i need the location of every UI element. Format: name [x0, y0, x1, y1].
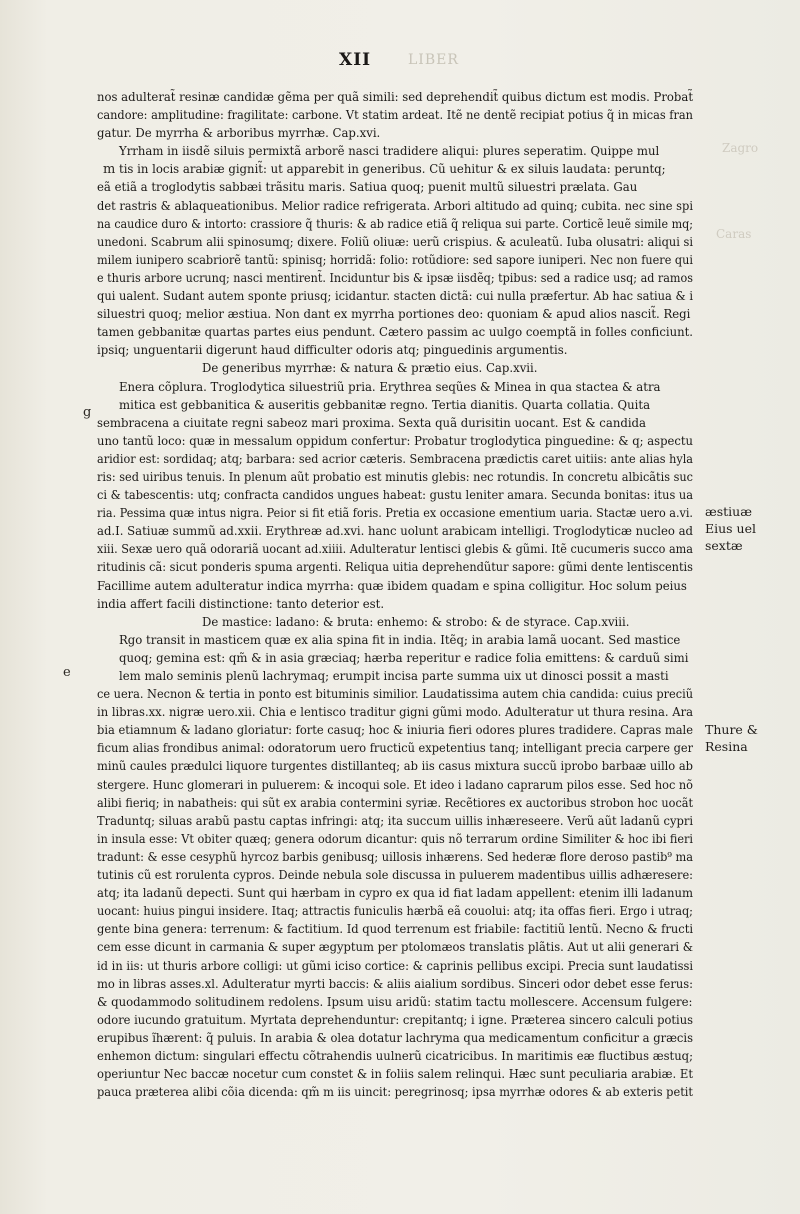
text-line: ce uera. Necnon & tertia in ponto est bituminis similior. Laudatissima autem chia candida: cuius preciũ	[97, 687, 693, 702]
text-line: odore iucundo gratuitum. Myrtata deprehenduntur: crepitantq; i igne. Præterea sincero calculi potius	[97, 1012, 693, 1027]
text-line: india affert facili distinctione: tanto deterior est.	[97, 596, 385, 611]
text-line: ci & tabescentis: utq; confracta candidos ungues habeat: gustu leniter amara. Secunda bonitas: itus ua	[97, 488, 693, 503]
text-line: Yrrham in iisdẽ siluis permixtã arborẽ nasci tradidere aliqui: plures seperatim. Quippe mul	[119, 144, 660, 159]
text-line: ria. Pessima quæ intus nigra. Peior si fit etiã foris. Pretia ex occasione ementium uaria. Stactæ uero a.vi.	[97, 506, 693, 521]
text-line: cem esse dicunt in carmania & super ægyptum per ptolomæos translatis plãtis. Aut ut alii generari &	[97, 940, 693, 955]
text-line: ipsiq; unguentarii digerunt haud difficulter odoris atq; pinguedinis argumentis.	[97, 343, 568, 358]
text-line: atq; ita ladanũ depecti. Sunt qui hærbam in cypro ex qua id fiat ladam appellent: etenim illi ladanum	[97, 886, 693, 901]
gutter-letter: m	[103, 162, 116, 177]
folio-number: XII	[339, 50, 372, 70]
text-line: Traduntq; siluas arabũ pastu captas infringi: atq; ita succum uillis inhæreseere. Verũ aũt ladanũ cypri	[97, 813, 693, 828]
text-line: De mastice: ladano: & bruta: enhemo: & strobo: & de styrace. Cap.xviii.	[202, 614, 630, 629]
text-line: qui ualent. Sudant autem sponte priusq; icidantur. stacten dictã: cui nulla præfertur. Ab hac satiua & i	[97, 289, 693, 304]
text-line: erupibus ĩhærent: q̃ puluis. In arabia & olea dotatur lachryma qua medicamentum conficitur a græcis	[97, 1030, 693, 1045]
text-line: tis in locis arabiæ gignit̃: ut apparebit in generibus. Cũ uehitur & ex siluis laudata: peruntq;	[119, 162, 666, 177]
text-line: minũ caules prædulci liquore turgentes distillanteq; ab iis casus mixtura succũ iprobo barbaæ uillo ab	[97, 759, 693, 774]
text-line: siluestri quoq; melior æstiua. Non dant ex myrrha portiones deo: quoniam & apud alios nascit̃. Regi	[97, 307, 691, 322]
text-line: tamen gebbanitæ quartas partes eius pendunt. Cætero passim ac uulgo coemptã in folles conficiunt.	[97, 325, 693, 340]
text-line: quoq; gemina est: qm̃ & in asia græciaq; hærba reperitur e radice folia emittens: & carduũ simi	[119, 650, 689, 665]
text-line: lem malo seminis plenũ lachrymaq; erumpit incisa parte summa uix ut dinosci possit a masti	[119, 669, 669, 683]
text-line: enhemon dictum: singulari effectu cõtrahendis uulnerũ cicatricibus. In maritimis eæ fluctibus æstuq;	[97, 1048, 693, 1063]
text-line: operiuntur Nec baccæ nocetur cum constet & in foliis salem relinqui. Hæc sunt peculiaria arabiæ. Et	[97, 1067, 693, 1082]
bleed-through-margin-note: Zagro	[722, 141, 759, 155]
gutter-letter: e	[63, 665, 71, 680]
main-text-block	[97, 88, 693, 1101]
text-line: aridior est: sordidaq; atq; barbara: sed acrior cæteris. Sembracena prædictis caret uitiis: ante alias hyla	[97, 451, 693, 466]
text-line: stergere. Hunc glomerari in puluerem: & incoqui sole. Et ideo i ladano caprarum pilos esse. Sed hoc nõ	[97, 777, 693, 792]
text-line: tradunt: & esse cesyphũ hyrcoz barbis genibusq; uillosis inhærens. Sed hederæ flore deroso pastib⁹ ma	[97, 849, 693, 864]
text-line: tutinis cũ est rorulenta cypros. Deinde nebula sole discussa in puluerem madentibus uillis adhæresere:	[97, 868, 693, 883]
margin-note-line: æstiuæ	[705, 504, 752, 519]
text-line: unedoni. Scabrum alii spinosumq; dixere. Foliũ oliuæ: uerũ crispius. & aculeatũ. Iuba olusatri: aliqui si	[97, 234, 693, 249]
margin-note-line: Resina	[705, 739, 748, 754]
gutter-letter: g	[83, 405, 92, 420]
text-line: & quodammodo solitudinem redolens. Ipsum uisu aridũ: statim tactu mollescere. Accensum fulgere:	[97, 994, 693, 1009]
text-line: in libras.xx. nigræ uero.xii. Chia e lentisco traditur gigni gũmi modo. Adulteratur ut thura resina. Ara	[97, 705, 693, 720]
margin-note	[705, 721, 758, 755]
text-line: gatur. De myrrha & arboribus myrrhæ. Cap.xvi.	[97, 126, 381, 141]
text-line: Rgo transit in masticem quæ ex alia spina fit in india. Itẽq; in arabia lamã uocant. Sed mastice	[119, 632, 681, 647]
text-line: mo in libras asses.xl. Adulteratur myrti baccis: & aliis aialium sordibus. Sinceri odor debet esse ferus:	[97, 976, 693, 991]
text-line: ritudinis cã: sicut ponderis spuma argenti. Reliqua uitia deprehendũtur sapore: gũmi dente lentiscentis	[97, 560, 693, 575]
bleed-through-margin-note: Caras	[716, 227, 752, 241]
text-line: sembracena a ciuitate regni sabeoz mari proxima. Sexta quã durisitin uocant. Est & candida	[97, 415, 647, 430]
text-line: alibi fieriq; in nabatheis: qui sũt ex arabia contermini syriæ. Recẽtiores ex auctoribus strobon hoc uocãt	[97, 795, 693, 810]
margin-note-line: Thure &	[705, 722, 758, 737]
bleed-through-running-head: LIBER	[408, 52, 459, 68]
text-line: e thuris arbore ucrunq; nasci mentirent̃. Inciduntur bis & ipsæ iisdẽq; tpibus: sed a radice usq; ad ramos	[97, 270, 693, 285]
margin-note-line: Eius uel	[705, 521, 757, 536]
text-line: ad.I. Satiuæ summũ ad.xxii. Erythreæ ad.xvi. hanc uolunt arabicam intelligi. Troglodyticæ nucleo ad	[97, 524, 693, 539]
text-line: det rastris & ablaqueationibus. Melior radice refrigerata. Arbori altitudo ad quinq; cubita. nec sine spi	[97, 198, 693, 213]
text-line: eã etiã a troglodytis sabbæi trãsitu maris. Satiua quoq; puenit multũ siluestri prælata. Gau	[97, 180, 638, 195]
text-line: id in iis: ut thuris arbore colligi: ut gũmi iciso cortice: & caprinis pellibus excipi. Precia sunt laudatissi	[97, 958, 693, 973]
text-line: uocant: huius pingui insidere. Itaq; attractis funiculis hærbã eã couolui: atq; ita offas fieri. Ergo i utraq;	[97, 904, 693, 919]
text-line: ris: sed uiribus tenuis. In plenum aũt probatio est minutis glebis: nec rotundis. In concretu albicãtis suc	[97, 469, 693, 484]
text-line: milem iunipero scabriorẽ tantũ: spinisq; horridã: folio: rotũdiore: sed sapore iuniperi. Nec non fuere qui	[97, 252, 693, 267]
margin-note-line: sextæ	[705, 538, 743, 553]
text-line: bia etiamnum & ladano gloriatur: forte casuq; hoc & iniuria fieri odores plures tradidere. Capras male	[97, 723, 693, 738]
text-line: pauca præterea alibi cõia dicenda: qm̃ m iis uincit: peregrinosq; ipsa myrrhæ odores & ab exteris petit	[97, 1085, 693, 1100]
text-line: gente bina genera: terrenum: & factitium. Id quod terrenum est friabile: factitiũ lentũ. Necno & fructi	[97, 922, 693, 937]
text-line: Facillime autem adulteratur indica myrrha: quæ ibidem quadam e spina colligitur. Hoc solum peius	[97, 578, 687, 593]
text-line: xiii. Sexæ uero quã odorariã uocant ad.xiiii. Adulteratur lentisci glebis & gũmi. Itẽ cucumeris succo ama	[97, 542, 693, 557]
text-line: De generibus myrrhæ: & natura & prætio eius. Cap.xvii.	[202, 361, 538, 376]
margin-note	[705, 503, 756, 554]
text-line: uno tantũ loco: quæ in messalum oppidum confertur: Probatur troglodytica pinguedine: & q; aspectu	[97, 433, 693, 448]
text-line: Enera cõplura. Troglodytica siluestriũ pria. Erythrea seqũes & Minea in qua stactea & atra	[119, 379, 661, 394]
text-line: ficum alias frondibus animal: odoratorum uero fructicũ expetentius tanq; intelligant precia carpere ger	[97, 741, 693, 756]
text-line: candore: amplitudine: fragilitate: carbone. Vt statim ardeat. Itẽ ne dentẽ recipiat potius q̃ in micas fran	[97, 108, 693, 123]
text-line: nos adulterat̃ resinæ candidæ gẽma per quã simili: sed deprehendit̃ quibus dictum est modis. Probat̃	[97, 90, 693, 104]
text-line: na caudice duro & intorto: crassiore q̃ thuris: & ab radice etiã q̃ reliqua sui parte. Corticẽ leuẽ simile mq;	[97, 216, 693, 231]
text-line: mitica est gebbanitica & auseritis gebbanitæ regno. Tertia dianitis. Quarta collatia. Quita	[119, 397, 651, 412]
text-line: in insula esse: Vt obiter quæq; genera odorum dicantur: quis nõ terrarum ordine Similiter & hoc ibi fieri	[97, 831, 693, 846]
